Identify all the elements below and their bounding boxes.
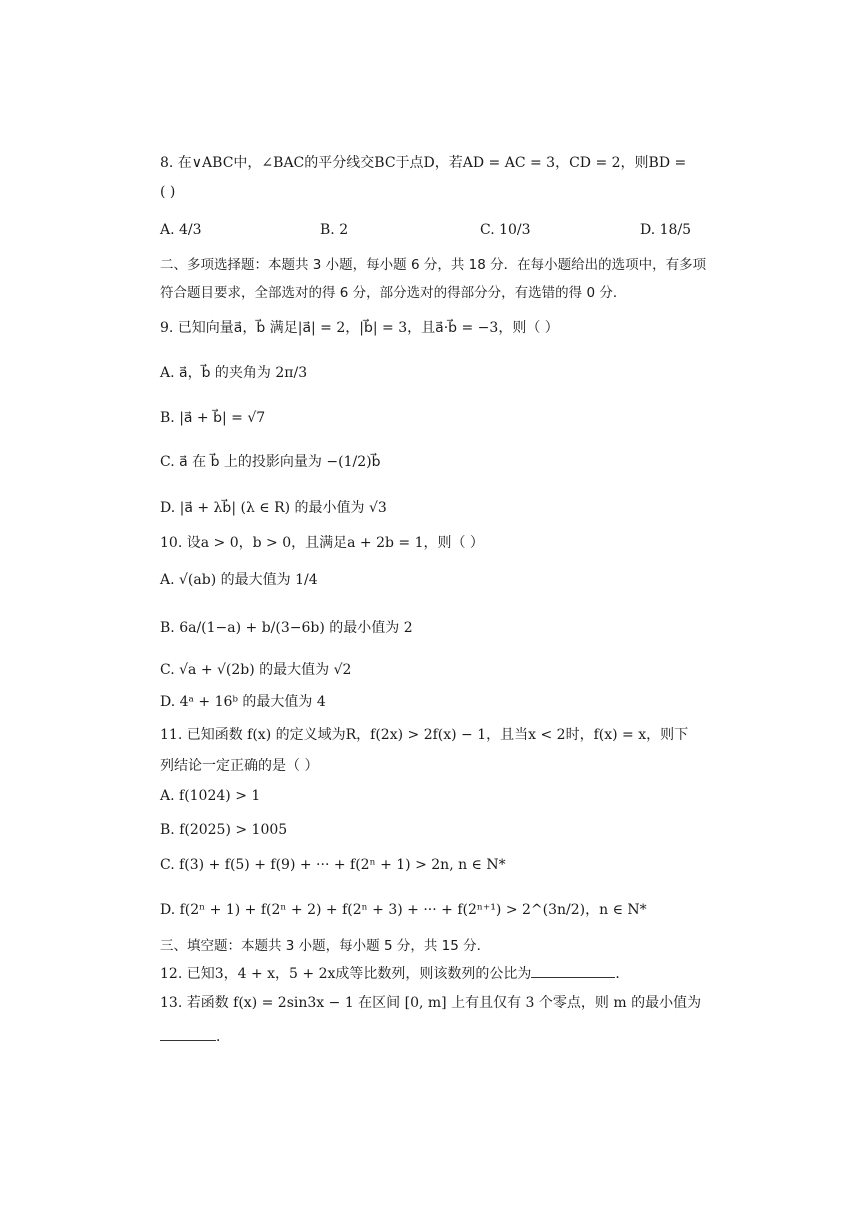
q8-option-d: D. 18/5 <box>640 222 692 238</box>
q8-option-b: B. 2 <box>320 222 349 238</box>
q13-line2 <box>160 1027 230 1047</box>
q12-answer-blank[interactable] <box>531 965 615 978</box>
q8-option-a: A. 4/3 <box>160 222 202 238</box>
q9-stem: 9. 已知向量a⃗，b⃗ 满足|a⃗| = 2，|b⃗| = 3，且a⃗·b⃗ = −3，则（ ） <box>160 320 559 336</box>
q11-option-b: B. f(2025) > 1005 <box>160 822 288 838</box>
q11-line1: 11. 已知函数 f(x) 的定义域为R，f(2x) > 2f(x) − 1，且当x < 2时，f(x) = x，则下 <box>160 727 689 743</box>
q8-option-c: C. 10/3 <box>480 222 531 238</box>
q10-option-d: D. 4ᵃ + 16ᵇ 的最大值为 4 <box>160 694 326 710</box>
q10-option-a: A. √(ab) 的最大值为 1/4 <box>160 572 318 588</box>
q12-text: 12. 已知3，4 + x，5 + 2x成等比数列，则该数列的公比为 <box>160 966 532 982</box>
q10-option-c: C. √a + √(2b) 的最大值为 √2 <box>160 662 352 678</box>
q12-end: ． <box>615 966 630 982</box>
q13-end: ． <box>216 1029 230 1045</box>
q11-option-d: D. f(2ⁿ + 1) + f(2ⁿ + 2) + f(2ⁿ + 3) + ··· + f(2ⁿ⁺¹) > 2^(3n/2)，n ∈ N* <box>160 902 647 918</box>
q8-line2: ( ) <box>160 184 176 200</box>
q10-option-b: B. 6a/(1−a) + b/(3−6b) 的最小值为 2 <box>160 620 413 636</box>
section2-heading-line1: 二、多项选择题：本题共 3 小题，每小题 6 分，共 18 分．在每小题给出的选项中，有多项 <box>160 257 707 273</box>
q9-option-b: B. |a⃗ + b⃗| = √7 <box>160 410 266 426</box>
q11-option-a: A. f(1024) > 1 <box>160 788 261 804</box>
q13-line1: 13. 若函数 f(x) = 2sin3x − 1 在区间 [0, m] 上有且仅有 3 个零点，则 m 的最小值为 <box>160 995 702 1011</box>
q11-option-c: C. f(3) + f(5) + f(9) + ··· + f(2ⁿ + 1) > 2n, n ∈ N* <box>160 857 506 873</box>
q13-answer-blank[interactable] <box>160 1028 216 1041</box>
q8-line1: 8. 在∨ABC中，∠BAC的平分线交BC于点D，若AD = AC = 3，CD = 2，则BD = <box>160 155 687 171</box>
q9-option-d: D. |a⃗ + λb⃗| (λ ∈ R) 的最小值为 √3 <box>160 500 387 516</box>
q11-line2: 列结论一定正确的是（ ） <box>160 758 319 774</box>
section3-heading: 三、填空题：本题共 3 小题，每小题 5 分，共 15 分． <box>160 938 491 954</box>
q12-line <box>160 964 629 984</box>
q9-option-a: A. a⃗，b⃗ 的夹角为 2π/3 <box>160 365 308 381</box>
q10-stem: 10. 设a > 0，b > 0，且满足a + 2b = 1，则（ ） <box>160 535 484 551</box>
section2-heading-line2: 符合题目要求，全部选对的得 6 分，部分选对的得部分分，有选错的得 0 分． <box>160 285 627 301</box>
q9-option-c: C. a⃗ 在 b⃗ 上的投影向量为 −(1/2)b⃗ <box>160 454 381 470</box>
